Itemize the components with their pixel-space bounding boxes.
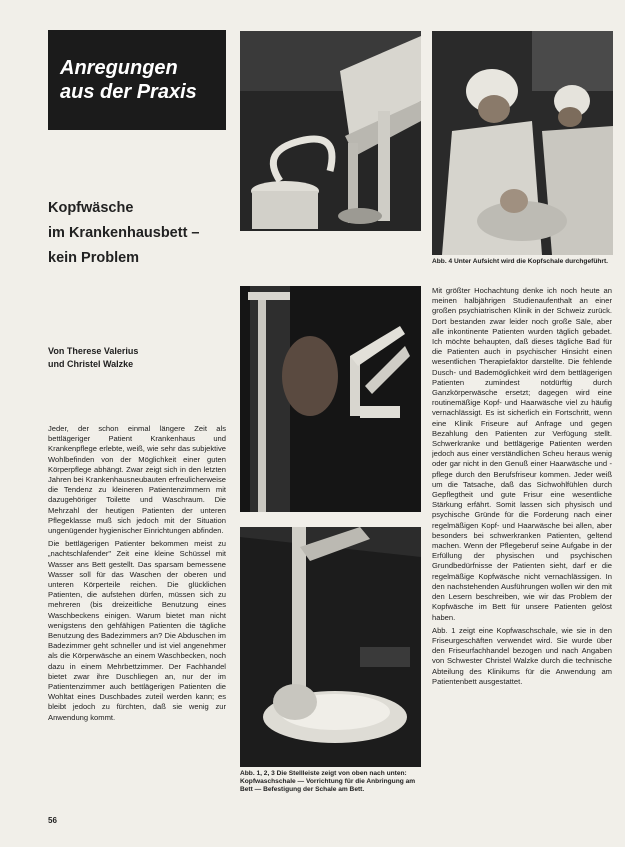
body-column-left (48, 424, 226, 840)
paragraph: Abb. 1 zeigt eine Kopfwaschschale, wie sie in den Friseurgeschäften verwendet wird. Sie wurde über den Friseurfachhandel bezogen und nach Angaben von Schwester Christel Walzke durch die technische Abteilung des Klinikums für die Anwendung am Patientenbett ausgestattet. (432, 625, 612, 686)
photo-basin-under-bed (240, 31, 421, 231)
banner-line-2: aus der Praxis (60, 81, 197, 103)
article-authors (48, 345, 228, 371)
photo-nurses-washing (432, 31, 613, 255)
banner-line-1: Anregungen (60, 57, 178, 79)
author-line-2: und Christel Walzke (48, 359, 134, 369)
page-number: 56 (48, 816, 57, 825)
paragraph: Mit größter Hochachtung denke ich noch heute an meinen halbjährigen Studienaufenthalt an einer großen psychiatrischen Klinik in der Schweiz zurück. Dort bestanden zwar leider noch große Säle, aber alle inkontinente Patienten wurden täglich gebadet. Ich möchte behaupten, daß dieses tägliche Bad für die Patienten auch in psychischer Hinsicht einen wesentlichen Therapiefaktor darstellte. Die fehlende Dusch- und Bademöglichkeit wird dem bettlägerigen Patienten zumindest notdürftig durch Ganzkörperwäsche ersetzt; dagegen wird eine routinemäßige Kopf- und Haarwäsche viel zu häufig vernachlässigt. Es ist sicherlich ein Fortschritt, wenn eine Klinik Friseure auf Anfrage und gegen Bezahlung den Patienten zur Verfügung stellt. Schwerkranke und bettlägerige Patienten werden jedoch aus einer verständlichen Scheu heraus wenig oder gar nicht in den Genuß einer Haarwäsche und -pflege durch den Berufsfriseur kommen. Jeder weiß um die Tatsache, daß das Sichwohlfühlen durch Gepflegtheit und gute Frisur eine wesentliche Stärkung erfährt. Somit lassen sich physisch und psychische Gründe für die Forderung nach einer regelmäßigen Kopf- und Haarwäsche bei allen, aber besonders bei schwerkranken Patienten, geltend machen. Wenn der Pflegeberuf seine Aufgabe in der Erfüllung der physischen und psychischen Grundbedürfnisse der Patienten sieht, darf er die regelmäßige Kopfwäsche nicht vernachlässigen. In den nachstehenden Ausführungen wollen wir den mit den Lesern beschreiben, wie wir das Problem der Kopfwäsche im Bett für unsere Patienten gelöst haben. (432, 286, 612, 622)
figure-caption-4: Abb. 4 Unter Aufsicht wird die Kopfschale durchgeführt. (432, 258, 608, 265)
paragraph: Die bettlägerigen Patienter bekommen meist zu „nachtschlafender" Zeit eine kleine Schüssel mit Wasser ans Bett gestellt. Das sparsam bemessene Wasser soll für das Waschen der oberen und unteren Körperteile reichen. Die glücklichen Patienten, die aufstehen dürfen, müssen sich zu mehreren (bis dreizeitliche Benutzung eines Waschbeckens einigen. Warum bietet man nicht wenigstens den gehfähigen Patienten die tägliche Benutzung des Badezimmers an? Die Abduschen im Badezimmer geht schneller und ist viel angenehmer als die Körperwäsche an einem Waschbecken, noch dazu in einem Mehrbettzimmer. Der Fachhandel bietet zwar ihre Duschliegen an, nur der im Patientenzimmer auch bettlägerigen Patienten die Wohltat eines Duschbades zuteil werden kann; es bleibt jedoch zu fürchten, daß sie wenig zur Anwendung kommt. (48, 539, 226, 722)
paragraph: Jeder, der schon einmal längere Zeit als bettlägeriger Patient Krankenhaus und Krankenpflege erlebte, weiß, wie sehr das subjektive Wohlbefinden von der Möglichkeit einer guten Körperpflege abhängt. Zwar zeigt sich in den letzten Jahren bei Krankenhausneubauten erfreulicherweise die Tendenz zu kleineren Patientenzimmern mit dazugehöriger Toilette und Waschraum. Die Mehrzahl der heutigen Patienten der unteren Pflegeklasse muß sich jedoch mit der Situation ungenügender hygienischer Einrichtungen abfinden. (48, 424, 226, 536)
author-line-1: Von Therese Valerius (48, 346, 139, 356)
section-banner (48, 30, 226, 130)
title-line-3: kein Problem (48, 250, 140, 266)
article-title (48, 196, 233, 271)
title-line-2: im Krankenhausbett – (48, 225, 200, 241)
body-column-right (432, 286, 612, 846)
figure-caption-1-2-3: Abb. 1, 2, 3 Die Stellleiste zeigt von oben nach unten: Kopfwaschschale — Vorrichtung für die Anbringung am Bett — Befestigung der Schale am Bett. (240, 770, 416, 794)
photo-bowl-mounted (240, 527, 421, 767)
photo-bed-bracket (240, 286, 421, 512)
title-line-1: Kopfwäsche (48, 200, 134, 216)
